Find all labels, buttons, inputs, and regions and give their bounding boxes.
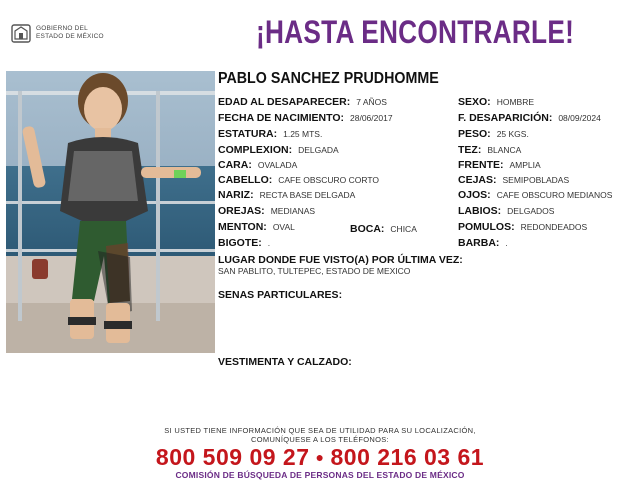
field-value: MEDIANAS xyxy=(270,206,316,216)
missing-person-photo xyxy=(6,71,215,353)
phone-2: 800 216 03 61 xyxy=(330,444,485,470)
field-estatura xyxy=(218,128,322,140)
field-label: OJOS: xyxy=(458,189,491,201)
field-value: AMPLIA xyxy=(509,160,541,170)
government-logo xyxy=(10,22,120,44)
field-cejas xyxy=(458,174,569,186)
field-nariz xyxy=(218,189,355,201)
field-value: 7 AÑOS xyxy=(356,97,387,107)
field-cabello xyxy=(218,174,379,186)
field-fecha-desaparicion xyxy=(458,112,601,124)
commission-name: COMISIÓN DE BÚSQUEDA DE PERSONAS DEL ESTADO DE MÉXICO xyxy=(175,470,465,480)
person-name: PABLO SANCHEZ PRUDHOMME xyxy=(218,70,439,87)
logo-text xyxy=(36,25,104,41)
field-label: TEZ: xyxy=(458,144,482,156)
contact-note-line-2: COMUNÍQUESE A LOS TELÉFONOS: xyxy=(251,435,389,444)
field-label: SEXO: xyxy=(458,96,491,108)
field-label: COMPLEXION: xyxy=(218,144,293,156)
field-label: EDAD AL DESAPARECER: xyxy=(218,96,351,108)
field-orejas xyxy=(218,205,315,217)
field-label: OREJAS: xyxy=(218,205,265,217)
field-value: HOMBRE xyxy=(496,97,534,107)
field-label: LABIOS: xyxy=(458,205,502,217)
field-value: SEMIPOBLADAS xyxy=(502,175,570,185)
field-label: FECHA DE NACIMIENTO: xyxy=(218,112,344,124)
field-label: POMULOS: xyxy=(458,221,515,233)
phone-1: 800 509 09 27 xyxy=(155,444,310,470)
field-sexo xyxy=(458,96,534,108)
field-peso xyxy=(458,128,529,140)
field-value: DELGADOS xyxy=(507,206,555,216)
field-menton xyxy=(218,221,295,233)
field-label: MENTON: xyxy=(218,221,267,233)
field-value: 25 KGS. xyxy=(496,129,529,139)
field-label: CEJAS: xyxy=(458,174,497,186)
field-edad xyxy=(218,96,387,108)
field-value: OVALADA xyxy=(257,160,298,170)
field-label: FRENTE: xyxy=(458,159,504,171)
field-cara xyxy=(218,159,297,171)
field-value: REDONDEADOS xyxy=(520,222,588,232)
logo-line-1: GOBIERNO DEL xyxy=(36,25,88,32)
field-labios xyxy=(458,205,554,217)
field-label: CABELLO: xyxy=(218,174,273,186)
field-label: BIGOTE: xyxy=(218,237,262,249)
field-value: 08/09/2024 xyxy=(558,113,601,123)
logo-line-2: ESTADO DE MÉXICO xyxy=(36,33,104,40)
field-value: CHICA xyxy=(390,224,417,234)
contact-note-line-1: SI USTED TIENE INFORMACIÓN QUE SEA DE UTILIDAD PARA SU LOCALIZACIÓN, xyxy=(164,426,476,435)
field-pomulos xyxy=(458,221,587,233)
field-label: BOCA: xyxy=(350,223,385,235)
field-label: PESO: xyxy=(458,128,491,140)
field-label: BARBA: xyxy=(458,237,500,249)
field-complexion xyxy=(218,144,339,156)
field-value: CAFE OBSCURO MEDIANOS xyxy=(496,190,613,200)
field-ojos xyxy=(458,189,612,201)
field-value: . xyxy=(505,238,508,248)
field-value: 28/06/2017 xyxy=(350,113,393,123)
field-value: RECTA BASE DELGADA xyxy=(259,190,356,200)
field-bigote xyxy=(218,237,270,249)
clothing-label: VESTIMENTA Y CALZADO: xyxy=(218,356,352,368)
last-seen-label: LUGAR DONDE FUE VISTO(A) POR ÚLTIMA VEZ: xyxy=(218,254,463,266)
phone-numbers xyxy=(0,444,640,471)
particular-signs-label: SENAS PARTICULARES: xyxy=(218,289,343,301)
field-tez xyxy=(458,144,521,156)
field-barba xyxy=(458,237,508,249)
field-value: . xyxy=(267,238,271,248)
field-label: ESTATURA: xyxy=(218,128,278,140)
field-value: CAFE OBSCURO CORTO xyxy=(278,175,380,185)
field-label: F. DESAPARICIÓN: xyxy=(458,112,553,124)
field-boca xyxy=(350,223,417,235)
field-label: CARA: xyxy=(218,159,252,171)
state-emblem-icon xyxy=(10,22,32,44)
separator-dot-icon: ● xyxy=(315,449,325,465)
field-label: NARIZ: xyxy=(218,189,254,201)
field-value: DELGADA xyxy=(298,145,339,155)
field-value: BLANCA xyxy=(487,145,522,155)
field-value: OVAL xyxy=(272,222,295,232)
field-fecha-nacimiento xyxy=(218,112,393,124)
headline: ¡HASTA ENCONTRARLE! xyxy=(256,14,575,50)
field-frente xyxy=(458,159,541,171)
last-seen-value: SAN PABLITO, TULTEPEC, ESTADO DE MEXICO xyxy=(218,266,411,276)
field-value: 1.25 MTS. xyxy=(283,129,323,139)
